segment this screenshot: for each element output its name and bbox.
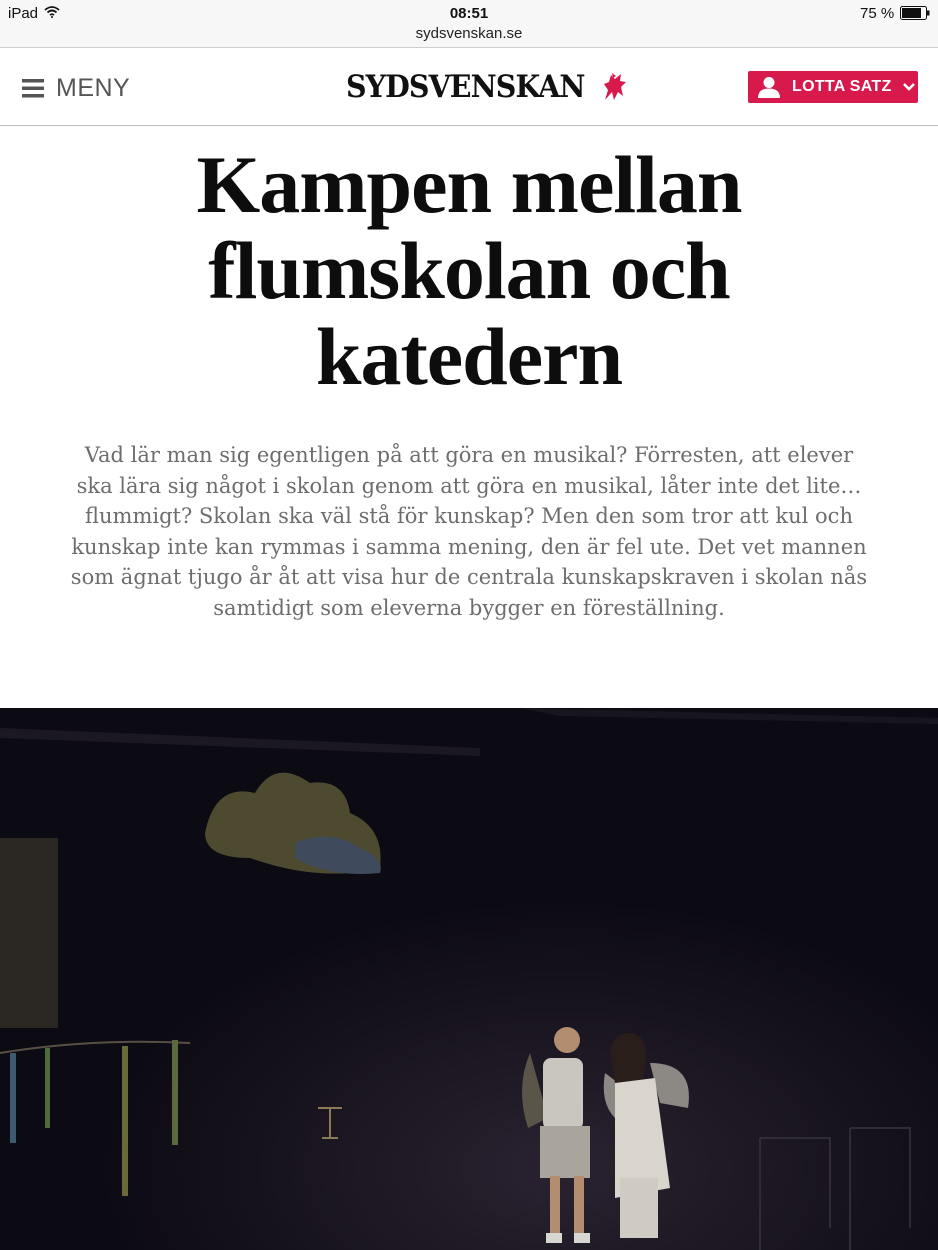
- address-bar[interactable]: sydsvenskan.se: [415, 25, 523, 42]
- clock: 08:51: [449, 5, 489, 22]
- user-name: LOTTA SATZ: [792, 78, 892, 95]
- article-hero-image: [0, 708, 938, 1250]
- logo-wordmark: SYDSVENSKAN: [346, 69, 585, 105]
- site-header: [0, 49, 938, 126]
- user-account-button[interactable]: [748, 71, 918, 103]
- griffin-icon: [599, 70, 629, 104]
- menu-label: MENY: [56, 73, 131, 102]
- hamburger-icon: [22, 78, 46, 98]
- site-logo[interactable]: [346, 67, 629, 107]
- battery-icon: [900, 6, 930, 20]
- chevron-down-icon: [902, 82, 916, 92]
- article-lede: Vad lär man sig egentligen på att göra en musikal? Förresten, att elever ska lära sig något i skolan genom att göra en musikal, låter inte det lite… flummigt? Skolan ska väl stå för kunskap? Men den som tror att kul och kunskap inte kan rymmas i samma mening, den är fel ute. Det vet mannen som ägnat tjugo år åt att visa hur de centrala kunskapskraven i skolan nås samtidigt som eleverna bygger en föreställning.: [70, 443, 868, 620]
- stage-photo: [0, 708, 938, 1250]
- status-bar: [0, 0, 938, 48]
- battery-percent: 75 %: [860, 5, 895, 22]
- device-name: iPad: [8, 5, 39, 22]
- menu-button[interactable]: [22, 73, 130, 103]
- article-headline: Kampen mellan flumskolan och katedern: [196, 139, 742, 402]
- user-icon: [756, 76, 782, 98]
